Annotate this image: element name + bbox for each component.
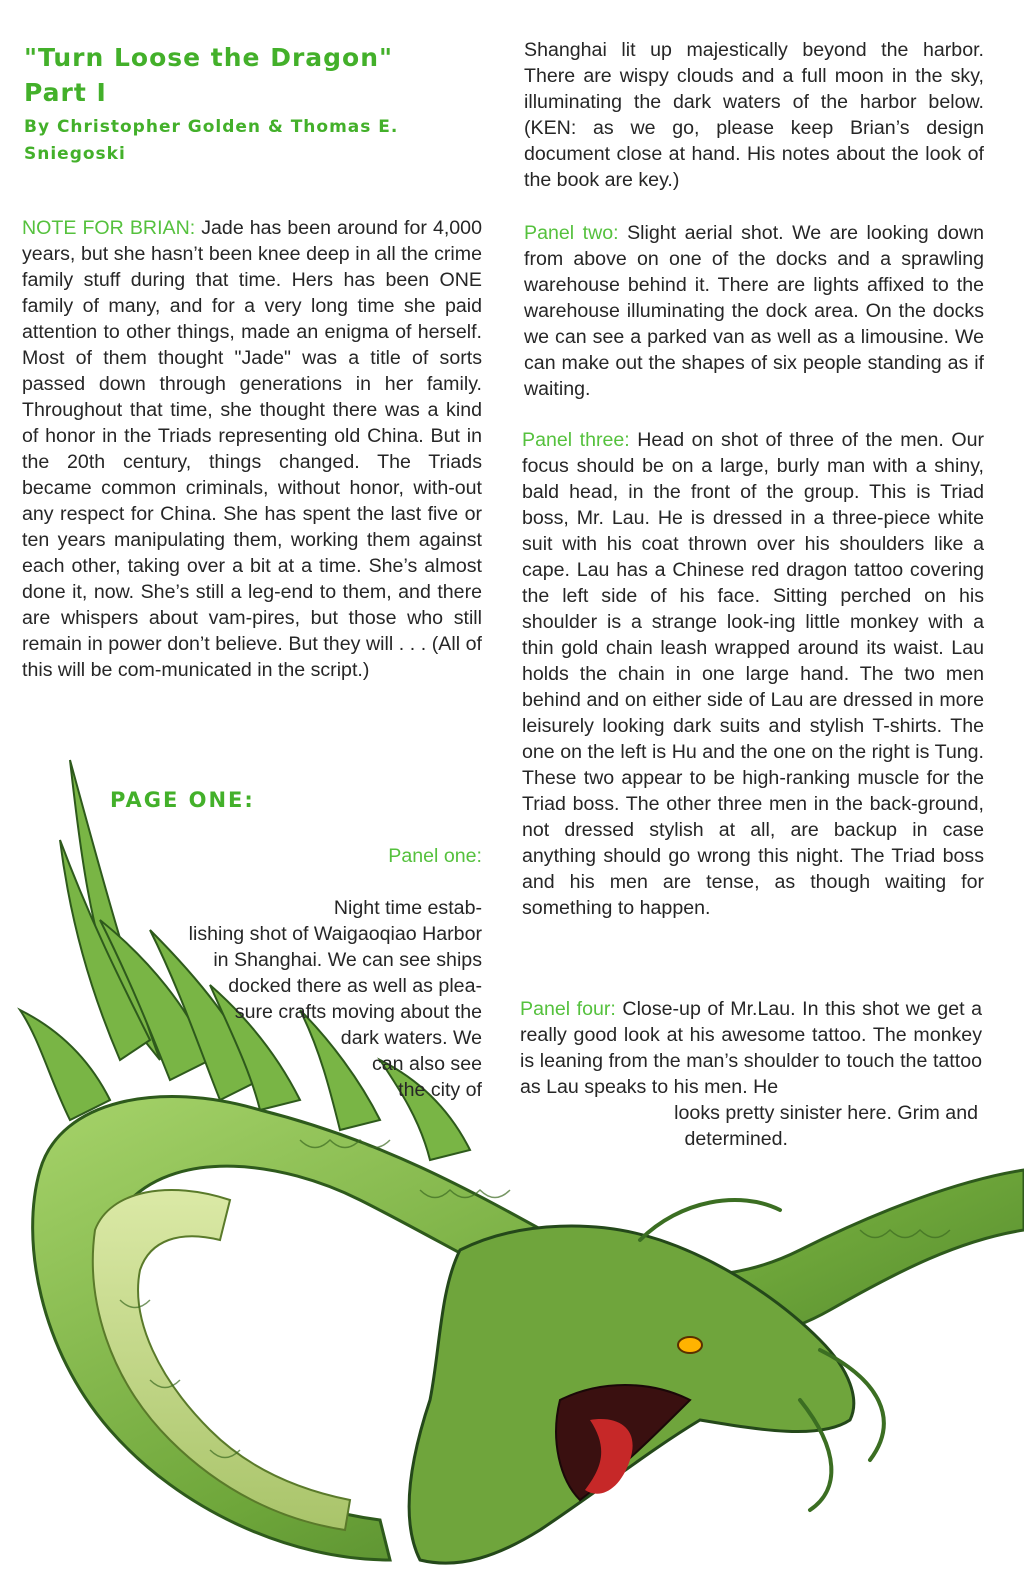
- note-for-brian: [22, 215, 482, 683]
- story-byline: By Christopher Golden & Thomas E. Sniegoski: [24, 117, 399, 164]
- panel-four-tail-2: determined.: [684, 1128, 788, 1150]
- panel-one-line-3: in Shanghai. We can see ships: [213, 949, 482, 971]
- panel-four: [520, 996, 982, 1152]
- panel-one-line-8: the city of: [398, 1079, 482, 1101]
- panel-four-body: Close-up of Mr.Lau. In this shot we get a really good look at his awesome tattoo. The monkey is leaning from the man’s shoulder to touch the tattoo as Lau speaks to his men. He: [520, 998, 982, 1098]
- dragon-belly: [93, 1190, 350, 1530]
- panel-one-continued: Shanghai lit up majestically beyond the harbor. There are wispy clouds and a full moon in the sky, illuminating the dark waters of the harbor below. (KEN: as we go, please keep Brian’s design document close at hand. His notes about the look of the book are key.): [524, 39, 984, 191]
- panel-one-line-7: can also see: [371, 1053, 482, 1075]
- story-part: Part I: [24, 78, 107, 107]
- panel-two-body: Slight aerial shot. We are looking down from above on one of the docks and a sprawling warehouse behind it. There are lights affixed to the warehouse illuminating the dock area. On the docks we can see a parked van as well as a limousine. We can make out the shapes of six people standing as if waiting.: [524, 222, 984, 400]
- panel-three-body: Head on shot of three of the men. Our focus should be on a large, burly man with a shiny, bald head, in the front of the group. This is Triad boss, Mr. Lau. He is dressed in a three-piece white suit with his coat thrown over his shoulders like a cape. Lau has a Chinese red dragon tattoo covering the left side of his face. Sitting perched on his shoulder is a strange look-ing little monkey with a thin gold chain leash wrapped around its waist. Lau holds the chain in one large hand. The two men behind and on either side of Lau are dressed in more leisurely looking dark suits and stylish T-shirts. The one on the left is Hu and the one on the right is Tung. These two appear to be high-ranking muscle for the Triad boss. The other three men in the back-ground, not dressed stylish at all, are backup in case anything should go wrong this night. The Triad boss and his men are tense, as though waiting for something to happen.: [522, 429, 984, 919]
- panel-one-line-4: docked there as well as plea-: [228, 975, 482, 997]
- panel-one-line-6: dark waters. We: [340, 1027, 482, 1049]
- story-title-block: [24, 40, 494, 168]
- note-body: Jade has been around for 4,000 years, but she hasn’t been knee deep in all the crime family stuff during that time. Hers has been ONE family of many, and for a very long time she paid attention to other things, made an enigma of herself. Most of them thought "Jade" was a title of sorts passed down through generations in her family. Throughout that time, she thought there was a kind of honor in the Triads representing old China. But in the 20th century, things changed. The Triads became common criminals, without honor, with-out any respect for China. She has spent the last five or ten years manipulating them, working them against each other, taking over a bit at a time. She’s almost done it, now. She’s still a leg-end to them, and there are whispers about vam-pires, but those who still remain in power don’t believe. But they will . . . (All of this will be com-municated in the script.): [22, 217, 482, 681]
- panel-one: [142, 843, 482, 1103]
- panel-one-line-1: Panel one: Night time estab-: [142, 843, 482, 921]
- panel-one-line-2: lishing shot of Waigaoqiao Harbor: [188, 923, 482, 945]
- panel-four-label: Panel four:: [520, 998, 616, 1020]
- panel-three: [522, 427, 984, 921]
- panel-four-tail-1: looks pretty sinister here. Grim and: [674, 1102, 978, 1124]
- panel-three-label: Panel three:: [522, 429, 630, 451]
- panel-two: [524, 220, 984, 402]
- panel-two-label: Panel two:: [524, 222, 619, 244]
- note-label: NOTE FOR BRIAN:: [22, 217, 196, 239]
- panel-one-line-5: sure crafts moving about the: [234, 1001, 482, 1023]
- page-one-heading: PAGE ONE:: [110, 788, 255, 812]
- dragon-eye: [678, 1337, 702, 1353]
- story-title: "Turn Loose the Dragon": [24, 43, 394, 72]
- panel-one-label: Panel one:: [388, 845, 482, 867]
